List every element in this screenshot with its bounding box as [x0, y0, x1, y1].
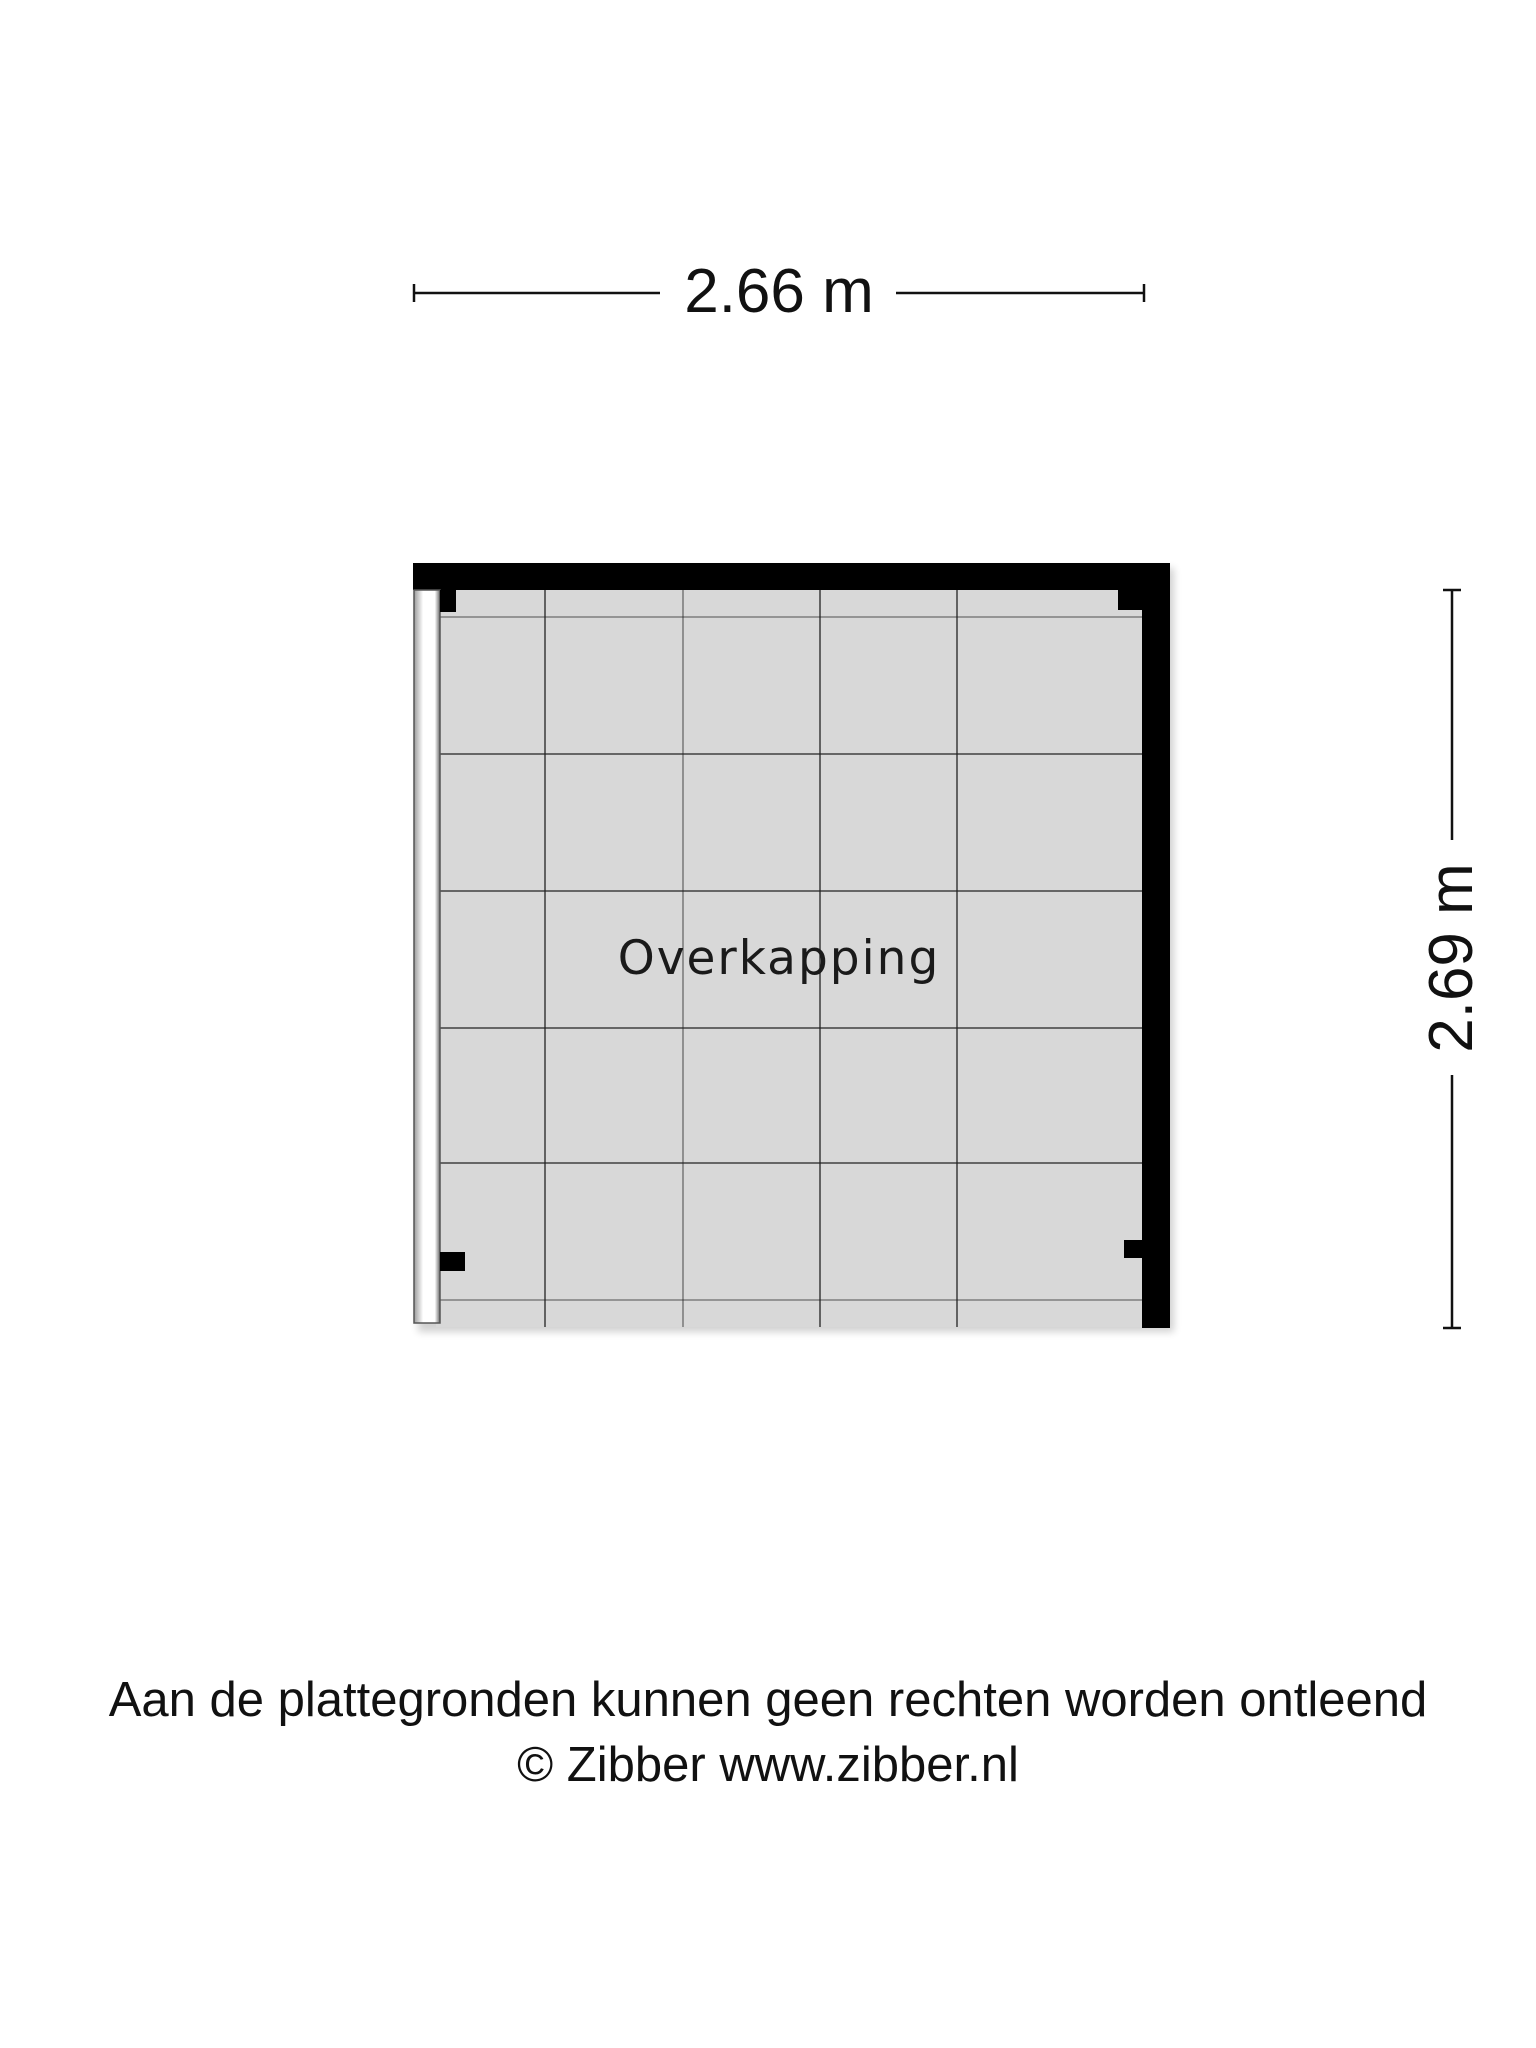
wall-right [1142, 563, 1170, 1328]
post-top-left [440, 590, 456, 612]
wall-top [413, 563, 1170, 590]
width-dimension-label: 2.66 m [684, 257, 874, 326]
open-side-left [414, 590, 440, 1323]
copyright-text: © Zibber www.zibber.nl [517, 1738, 1019, 1792]
height-dimension-label: 2.69 m [1417, 863, 1486, 1053]
post-bottom-left [440, 1252, 465, 1271]
post-top-right [1118, 590, 1142, 610]
room-overkapping [413, 563, 1174, 1332]
disclaimer-text: Aan de plattegronden kunnen geen rechten worden ontleend [108, 1673, 1428, 1727]
post-bottom-right [1124, 1240, 1142, 1258]
room-label: Overkapping [617, 931, 941, 986]
height-dimension [1417, 590, 1486, 1328]
width-dimension [414, 257, 1144, 326]
